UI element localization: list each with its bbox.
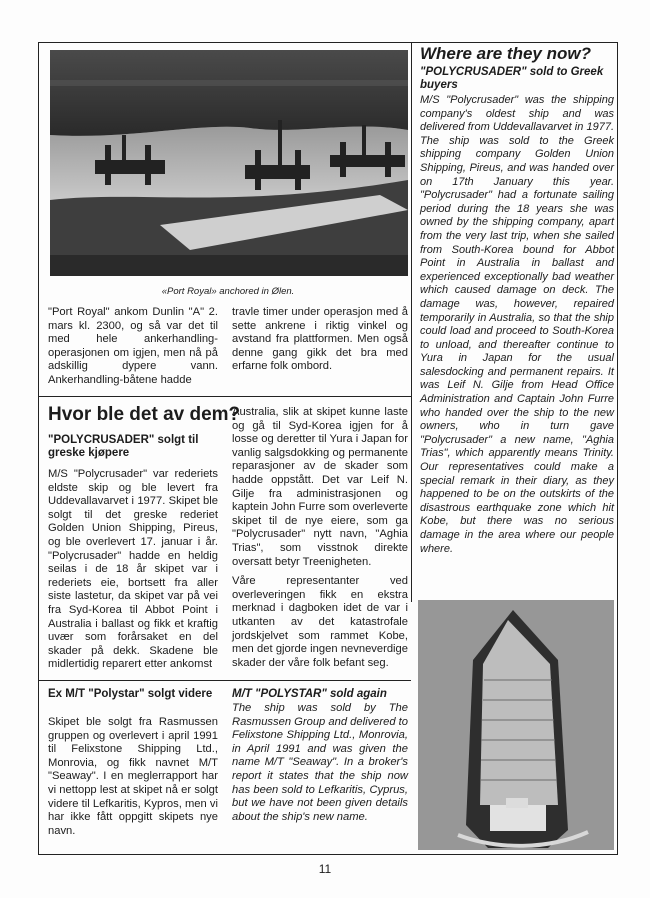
page-number: 11 xyxy=(318,862,332,876)
section-subheading: "POLYCRUSADER" solgt til greske kjøpere xyxy=(48,434,199,459)
ship-photo xyxy=(418,600,614,850)
polystar-en-column xyxy=(232,702,408,824)
sidebar-title: Where are they now? xyxy=(420,44,591,63)
article-left-column xyxy=(48,468,218,672)
article-right-column xyxy=(232,406,408,670)
article-left-paragraph: M/S "Polycrusader" var rederiets eldste skip og ble levert fra Uddevallavarvet i 1977. Skipet ble solgt til det greske rederiet Golden Union Shipping, Pireus, og ble overlevert 17. januar i år. "Polycrusader" hadde en heldig seilas i de 18 år skipet var i rederiets eie, bortsett fra aller siste lastetur, da skipet var på vei fra Syd-Korea til Abbot Point i Australia i ballast og fikk et kraftig uvær som forårsaket en del skader på dekk. Skadene ble midlertidig reparert etter ankomst xyxy=(48,468,218,671)
polystar-no-column xyxy=(48,716,218,838)
intro-text-left xyxy=(48,306,218,388)
section-heading: Hvor ble det av dem? xyxy=(48,404,241,425)
intro-left-paragraph: "Port Royal" ankom Dunlin "A" 2. mars kl. 2300, og så var det til med hele ankerhandling-operasjonen om igjen, men nå på adskillig dypere vann. Ankerhandling-båtene hadde xyxy=(48,306,218,386)
polystar-en-heading: M/T "POLYSTAR" sold again xyxy=(232,688,387,700)
section-divider-lower xyxy=(38,680,411,681)
platform-photo xyxy=(50,50,408,276)
article-right-paragraph-2: Våre representanter ved overleveringen fikk en ekstra merknad i dagboken idet de var i utkanten av det katastrofale jordskjelvet som rammet Kobe, men det gjorde ingen nevneverdige skader der våre folk befant seg. xyxy=(232,575,408,669)
polystar-no-paragraph: Skipet ble solgt fra Rasmussen gruppen og overlevert i april 1991 til Felixstone Shipping Ltd., Monrovia, og fikk navnet M/T "Seaway". I en meglerrapport har vi nettopp lest at skipet nå er solgt videre til Lefkaritis, Kypros, men vi har ikke fått oppgitt skipets nye navn. xyxy=(48,716,218,837)
article-right-paragraph-1: Australia, slik at skipet kunne laste og gå til Syd-Korea igjen for å losse og deretter til Yura i Japan for vanlig salgsdokking og permanente reparasjoner av de skader som hadde oppstått. Det var Leif N. Gilje fra administrasjonen og kaptein John Furre som overleverte skipet til de nye eiere, som ga "Polycrusader" nytt navn, "Aghia Trias", som visstnok direkte oversatt betyr Treenigheten. xyxy=(232,406,408,568)
section-divider xyxy=(38,396,411,397)
sidebar-subtitle: "POLYCRUSADER" sold to Greek buyers xyxy=(420,66,604,91)
polystar-no-heading: Ex M/T "Polystar" solgt videre xyxy=(48,688,213,700)
sidebar-body: M/S "Polycrusader" was the shipping company's oldest ship and was delivered from Uddevallavarvet in 1977. The ship was sold to the Greek shipping company Golden Union Shipping, Pireus, and was handed over on 17th January this year. "Polycrusader" had a fortunate sailing period during the 18 years she was owned by the shipping company, apart from the very last trip, when she sailed from South-Korea bound for Abbot Point in Australia in ballast and experienced exceptionally bad weather which caused damage on deck. The damage was, however, repaired temporarily in Australia, so that the ship could load and proceed to South-Korea to unload, and thereafter continue to Yura in Japan for the usual salesdocking and permanent repairs. It was Leif N. Gilje from Head Office Administration and Captain John Furre who handed over the ship to the new owners, who in turn gave "Polycrusader" a new name, "Aghia Trias", which apparently means Trinity. Our representatives could make a special remark in their diary, as they happened to be on the outskirts of the disastrous earthquake zone which hit Kobe, but there was no serious damage in the area where our people where. xyxy=(420,94,614,555)
polystar-en-paragraph: The ship was sold by The Rasmussen Group and delivered to Felixstone Shipping Ltd., Monrovia, in April 1991 and was given the name M/T "Seaway". In a broker's report it states that the ship now has been sold to Lefkaritis, Cyprus, but we have not been given details about the ship's new name. xyxy=(232,702,408,823)
sidebar-article xyxy=(420,44,614,556)
intro-right-paragraph: travle timer under operasjon med å sette ankrene i riktig vinkel og avstand fra plattformen. Men også denne gang gikk det bra med erfarne folk ombord. xyxy=(232,306,408,373)
intro-text-right xyxy=(232,306,408,374)
column-divider xyxy=(411,42,412,602)
photo-caption: «Port Royal» anchored in Ølen. xyxy=(161,286,295,297)
